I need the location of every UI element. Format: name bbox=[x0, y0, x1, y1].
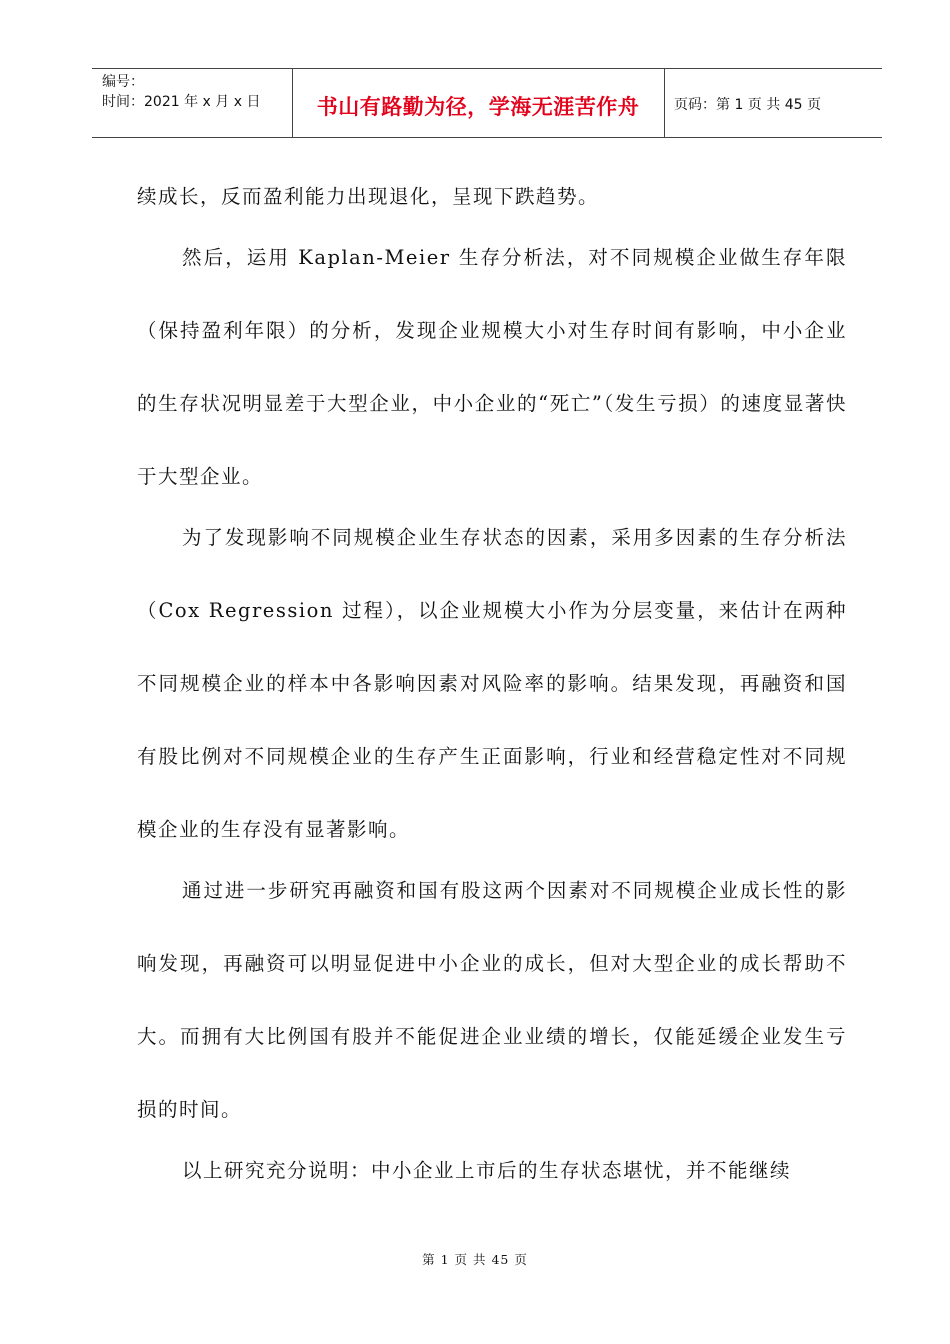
number-label: 编号： bbox=[102, 74, 144, 90]
header-motto-cell bbox=[292, 69, 665, 137]
paragraph-cox-regression: 为了发现影响不同规模企业生存状态的因素，采用多因素的生存分析法（Cox Regression 过程），以企业规模大小作为分层变量，来估计在两种不同规模企业的样本中各影响因素对风险率的影响。结果发现，再融资和国有股比例对不同规模企业的生存产生正面影响，行业和经营稳定性对不同规模企业的生存没有显著影响。 bbox=[137, 526, 847, 841]
paragraph-conclusion: 以上研究充分说明：中小企业上市后的生存状态堪忧，并不能继续 bbox=[182, 1159, 792, 1182]
paragraph-continuation: 续成长，反而盈利能力出现退化，呈现下跌趋势。 bbox=[137, 185, 600, 208]
page-footer: 第 1 页 共 45 页 bbox=[422, 1252, 528, 1267]
paragraph-kaplan-meier: 然后，运用 Kaplan-Meier 生存分析法，对不同规模企业做生存年限（保持盈利年限）的分析，发现企业规模大小对生存时间有影响，中小企业的生存状况明显差于大型企业，中小企业的“死亡”（发生亏损）的速度显著快于大型企业。 bbox=[137, 246, 847, 488]
time-label: 时间：2021 年 x 月 x 日 bbox=[102, 94, 261, 110]
document-header bbox=[92, 68, 882, 138]
header-motto: 书山有路勤为径，学海无涯苦作舟 bbox=[316, 95, 640, 119]
header-meta-cell bbox=[92, 69, 293, 137]
document-body bbox=[137, 160, 847, 1207]
paragraph-refinancing: 通过进一步研究再融资和国有股这两个因素对不同规模企业成长性的影响发现，再融资可以明显促进中小企业的成长，但对大型企业的成长帮助不大。而拥有大比例国有股并不能促进企业业绩的增长，仅能延缓企业发生亏损的时间。 bbox=[137, 879, 847, 1121]
header-page-info: 页码：第 1 页 共 45 页 bbox=[674, 97, 821, 113]
header-page-cell bbox=[664, 69, 882, 137]
